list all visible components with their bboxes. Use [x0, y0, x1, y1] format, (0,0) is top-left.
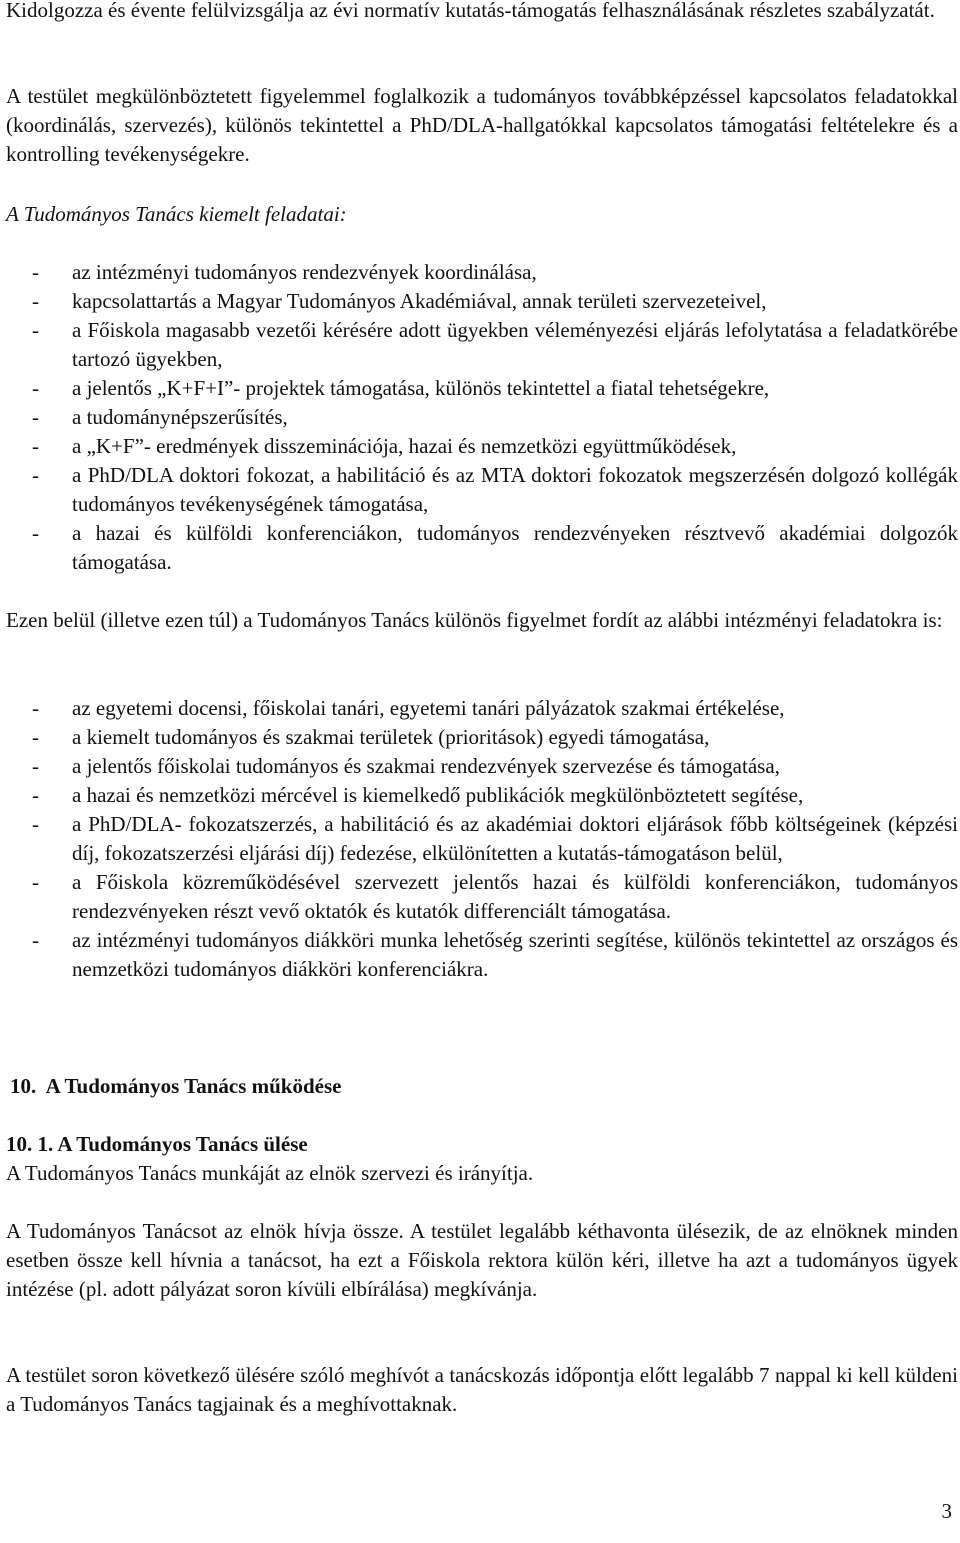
chair-paragraph: A Tudományos Tanács munkáját az elnök szervezi és irányítja. [6, 1161, 534, 1185]
section-heading: 10. A Tudományos Tanács működése [10, 1074, 342, 1098]
list-item: - a Főiskola magasabb vezetői kérésére adott ügyekben véleményezési eljárás lefolytatása a feladatkörébe tartozó ügyekben, [6, 316, 958, 374]
tasks-list [6, 258, 958, 577]
intro-tail-paragraph: Kidolgozza és évente felülvizsgálja az évi normatív kutatás-támogatás felhasználásának részletes szabályzatát. [6, 0, 935, 22]
list-item: - kapcsolattartás a Magyar Tudományos Akadémiával, annak területi szervezeteivel, [6, 287, 958, 316]
subsection-heading: 10. 1. A Tudományos Tanács ülése [6, 1132, 308, 1156]
page-number: 3 [941, 1499, 952, 1523]
list-item: - a PhD/DLA doktori fokozat, a habilitáció és az MTA doktori fokozatok megszerzésén dolgozó kollégák tudományos tevékenységének támogatása, [6, 461, 958, 519]
extra-tasks-list [6, 694, 958, 984]
phd-paragraph: A testület megkülönböztetett figyelemmel foglalkozik a tudományos továbbképzéssel kapcsolatos feladatokkal (koordinálás, szervezés), különös tekintettel a PhD/DLA-hallgatókkal kapcsolatos támogatási feltételekre és a kontrolling tevékenységekre. [6, 84, 958, 166]
list-item: - a tudománynépszerűsítés, [6, 403, 958, 432]
list-item: - a jelentős „K+F+I”- projektek támogatása, különös tekintettel a fiatal tehetségekre, [6, 374, 958, 403]
tasks-heading: A Tudományos Tanács kiemelt feladatai: [6, 202, 347, 226]
list-item: - az intézményi tudományos rendezvények koordinálása, [6, 258, 958, 287]
list-item: - a kiemelt tudományos és szakmai területek (prioritások) egyedi támogatása, [6, 723, 958, 752]
list-item: - a jelentős főiskolai tudományos és szakmai rendezvények szervezése és támogatása, [6, 752, 958, 781]
list-item: - az egyetemi docensi, főiskolai tanári, egyetemi tanári pályázatok szakmai értékelése, [6, 694, 958, 723]
list-item: - az intézményi tudományos diákköri munka lehetőség szerinti segítése, különös tekintettel az országos és nemzetközi tudományos diákköri konferenciákra. [6, 926, 958, 984]
list-item: - a hazai és nemzetközi mércével is kiemelkedő publikációk megkülönböztetett segítése, [6, 781, 958, 810]
list-item: - a hazai és külföldi konferenciákon, tudományos rendezvényeken résztvevő akadémiai dolgozók támogatása. [6, 519, 958, 577]
beyond-paragraph: Ezen belül (illetve ezen túl) a Tudományos Tanács különös figyelmet fordít az alábbi intézményi feladatokra is: [6, 608, 943, 632]
list-item: - a Főiskola közreműködésével szervezett jelentős hazai és külföldi konferenciákon, tudományos rendezvényeken részt vevő oktatók és kutatók differenciált támogatása. [6, 868, 958, 926]
list-item: - a „K+F”- eredmények disszeminációja, hazai és nemzetközi együttműködések, [6, 432, 958, 461]
list-item: - a PhD/DLA- fokozatszerzés, a habilitáció és az akadémiai doktori eljárások főbb költségeinek (képzési díj, fokozatszerzési eljárási díj) fedezése, elkülönítetten a kutatás-támogatáson belül, [6, 810, 958, 868]
meeting-paragraph: A Tudományos Tanácsot az elnök hívja össze. A testület legalább kéthavonta ülésezik, de az elnöknek minden esetben össze kell hívnia a tanácsot, ha ezt a Főiskola rektora külön kéri, illetve ha azt a tudományos ügyek intézése (pl. adott pályázat soron kívüli elbírálása) megkívánja. [6, 1219, 958, 1301]
invite-paragraph: A testület soron következő ülésére szóló meghívót a tanácskozás időpontja előtt legalább 7 nappal ki kell küldeni a Tudományos Tanács tagjainak és a meghívottaknak. [6, 1363, 958, 1416]
